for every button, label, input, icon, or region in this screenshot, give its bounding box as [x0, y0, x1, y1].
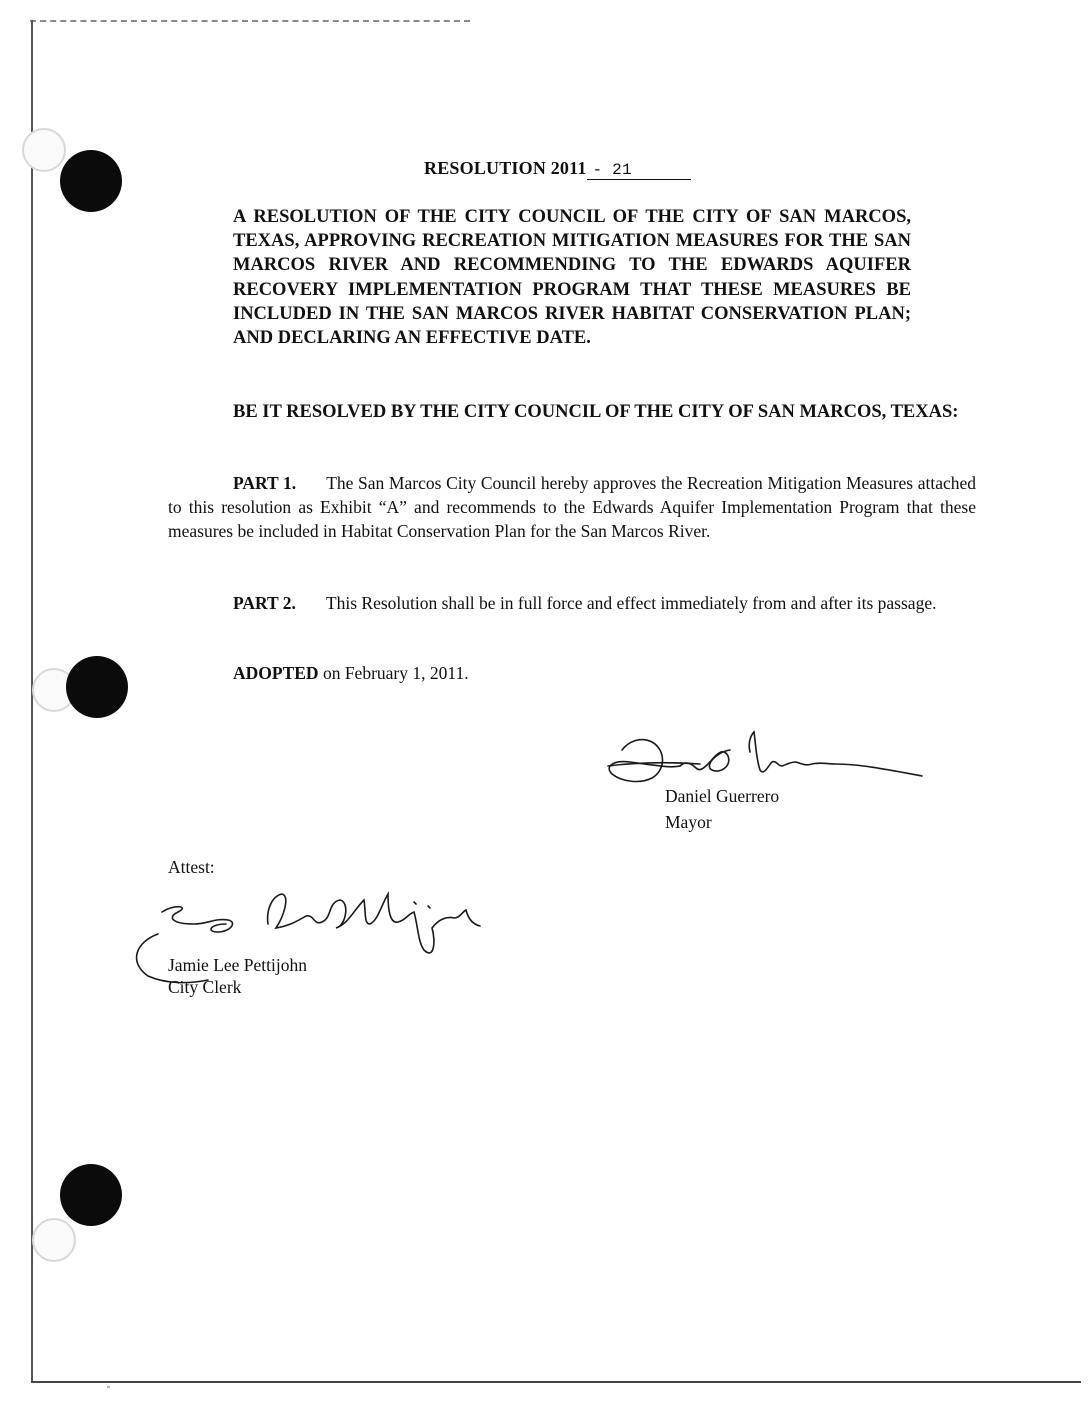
attest-label: Attest: — [168, 857, 215, 877]
resolution-number: - 21 — [587, 161, 691, 180]
resolution-caption: A RESOLUTION OF THE CITY COUNCIL OF THE CITY OF SAN MARCOS, TEXAS, APPROVING RECREATION MITIGATION MEASURES FOR THE SAN MARCOS RIVER AND RECOMMENDING TO THE EDWARDS AQUIFER RECOVERY IMPLEMENTATION PROGRAM THAT THESE MEASURES BE INCLUDED IN THE SAN MARCOS RIVER HABITAT CONSERVATION PLAN; AND DECLARING AN EFFECTIVE DATE. — [233, 207, 911, 349]
binder-hole-ghost-bottom — [32, 1218, 76, 1262]
mayor-title: Mayor — [665, 812, 712, 832]
part-1-text: The San Marcos City Council hereby approves the Recreation Mitigation Measures attached to this resolution as Exhibit “A” and recommends to the Edwards Aquifer Implementation Program that these measures be included in Habitat Conservation Plan for the San Marcos River. — [168, 473, 976, 541]
part-2-paragraph — [168, 591, 976, 615]
part-1-label: PART 1. — [233, 473, 297, 493]
scan-left-edge — [31, 20, 33, 1382]
binder-hole-ghost-top — [22, 128, 66, 172]
part-2-text: This Resolution shall be in full force and effect immediately from and after its passage. — [325, 593, 937, 613]
scan-top-edge — [30, 20, 470, 22]
part-2-label: PART 2. — [233, 593, 296, 613]
resolved-clause: BE IT RESOLVED BY THE CITY COUNCIL OF THE CITY OF SAN MARCOS, TEXAS: — [233, 402, 959, 422]
scan-bottom-edge — [31, 1381, 1081, 1383]
city-clerk-name: Jamie Lee Pettijohn — [168, 955, 307, 975]
adopted-label: ADOPTED — [233, 663, 319, 683]
binder-hole-middle — [66, 656, 128, 718]
part-1-paragraph — [168, 471, 976, 543]
mayor-name: Daniel Guerrero — [665, 786, 780, 806]
city-clerk-title: City Clerk — [168, 977, 242, 997]
adopted-line — [233, 663, 469, 684]
binder-hole-top — [60, 150, 122, 212]
resolution-title — [424, 158, 691, 180]
binder-hole-bottom — [60, 1164, 122, 1226]
scan-speck — [107, 1386, 110, 1388]
resolution-title-prefix: RESOLUTION 2011 — [424, 158, 587, 178]
adopted-date: on February 1, 2011. — [322, 663, 469, 683]
